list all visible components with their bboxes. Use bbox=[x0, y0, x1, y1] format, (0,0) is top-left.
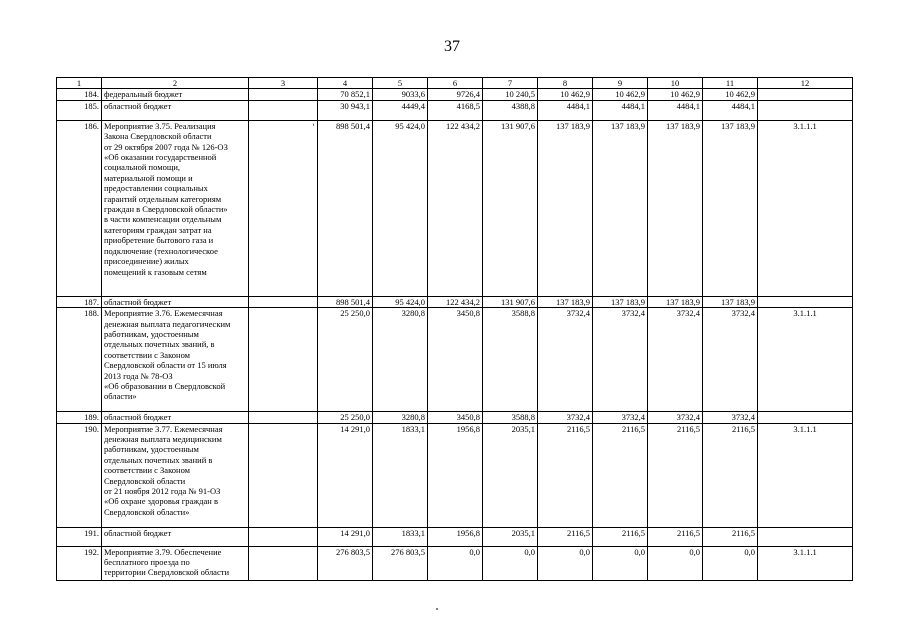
column-header: 6 bbox=[428, 78, 483, 89]
column-3-cell bbox=[249, 89, 318, 100]
value-cell: 898 501,4 bbox=[318, 120, 373, 296]
value-cell: 137 183,9 bbox=[593, 120, 648, 296]
header-row bbox=[57, 78, 853, 89]
description-line: соответствии с Законом bbox=[104, 465, 191, 476]
row-number: 191. bbox=[57, 527, 102, 546]
value-cell: 276 803,5 bbox=[318, 546, 373, 580]
table-row bbox=[57, 308, 853, 412]
reference-cell bbox=[758, 89, 853, 100]
description-line: Мероприятие 3.79. Обеспечение bbox=[104, 546, 222, 557]
value-cell: 3732,4 bbox=[648, 412, 703, 423]
table-row bbox=[57, 89, 853, 100]
description-line: материальной помощи и bbox=[104, 172, 193, 183]
value-cell: 898 501,4 bbox=[318, 296, 373, 307]
table-row bbox=[57, 423, 853, 527]
value-cell: 137 183,9 bbox=[703, 296, 758, 307]
description-line: Мероприятие 3.76. Ежемесячная bbox=[104, 308, 223, 319]
description-line: денежная выплата педагогическим bbox=[104, 318, 231, 329]
reference-cell bbox=[758, 527, 853, 546]
description-line: территории Свердловской области bbox=[104, 567, 229, 578]
value-cell: 2035,1 bbox=[483, 423, 538, 527]
table-row bbox=[57, 546, 853, 580]
description-line: «Об образовании в Свердловской bbox=[104, 381, 226, 392]
description-line: социальной помощи, bbox=[104, 162, 181, 173]
value-cell: 0,0 bbox=[428, 546, 483, 580]
row-description bbox=[102, 89, 249, 100]
row-number: 192. bbox=[57, 546, 102, 580]
description-line: бесплатного проезда по bbox=[104, 557, 190, 568]
description-line: областной бюджет bbox=[104, 296, 172, 307]
value-cell: 2116,5 bbox=[648, 423, 703, 527]
value-cell: 10 240,5 bbox=[483, 89, 538, 100]
value-cell: 2116,5 bbox=[538, 527, 593, 546]
value-cell: 3450,8 bbox=[428, 308, 483, 412]
description-line: «Об охране здоровья граждан в bbox=[104, 496, 218, 507]
value-cell: 0,0 bbox=[483, 546, 538, 580]
column-header: 3 bbox=[249, 78, 318, 89]
column-header: 2 bbox=[102, 78, 249, 89]
row-number: 187. bbox=[57, 296, 102, 307]
row-description bbox=[102, 412, 249, 423]
description-line: соответствии с Законом bbox=[104, 349, 191, 360]
row-description bbox=[102, 100, 249, 120]
description-line: присоединение) жилых bbox=[104, 256, 189, 267]
value-cell: 1956,8 bbox=[428, 527, 483, 546]
description-line: Свердловской области» bbox=[104, 506, 190, 517]
description-line: Свердловской области bbox=[104, 475, 186, 486]
description-line: отдельных почетных званий в bbox=[104, 454, 213, 465]
row-description bbox=[102, 423, 249, 527]
value-cell: 2116,5 bbox=[703, 423, 758, 527]
value-cell: 4484,1 bbox=[648, 100, 703, 120]
value-cell: 276 803,5 bbox=[373, 546, 428, 580]
value-cell: 2116,5 bbox=[703, 527, 758, 546]
description-line: в части компенсации отдельным bbox=[104, 214, 222, 225]
reference-cell: 3.1.1.1 bbox=[758, 546, 853, 580]
row-description bbox=[102, 120, 249, 296]
row-description bbox=[102, 527, 249, 546]
value-cell: 122 434,2 bbox=[428, 120, 483, 296]
column-header: 5 bbox=[373, 78, 428, 89]
value-cell: 3588,8 bbox=[483, 308, 538, 412]
row-description bbox=[102, 308, 249, 412]
column-3-cell bbox=[249, 546, 318, 580]
row-number: 189. bbox=[57, 412, 102, 423]
description-line: Закона Свердловской области bbox=[104, 131, 212, 142]
description-line: областной бюджет bbox=[104, 527, 172, 538]
value-cell: 10 462,9 bbox=[703, 89, 758, 100]
value-cell: 10 462,9 bbox=[648, 89, 703, 100]
value-cell: 9033,6 bbox=[373, 89, 428, 100]
value-cell: 2116,5 bbox=[538, 423, 593, 527]
value-cell: 137 183,9 bbox=[593, 296, 648, 307]
reference-cell: 3.1.1.1 bbox=[758, 308, 853, 412]
description-line: работникам, удостоенным bbox=[104, 329, 199, 340]
table-row bbox=[57, 100, 853, 120]
value-cell: 3588,8 bbox=[483, 412, 538, 423]
value-cell: 2116,5 bbox=[593, 423, 648, 527]
column-header: 11 bbox=[703, 78, 758, 89]
description-line: приобретение бытового газа и bbox=[104, 235, 214, 246]
value-cell: 9726,4 bbox=[428, 89, 483, 100]
row-number: 184. bbox=[57, 89, 102, 100]
value-cell: 4484,1 bbox=[538, 100, 593, 120]
description-line: денежная выплата медицинским bbox=[104, 434, 222, 445]
value-cell: 4484,1 bbox=[593, 100, 648, 120]
value-cell: 137 183,9 bbox=[538, 296, 593, 307]
column-3-cell bbox=[249, 296, 318, 307]
column-header: 9 bbox=[593, 78, 648, 89]
reference-cell: 3.1.1.1 bbox=[758, 423, 853, 527]
description-line: областной бюджет bbox=[104, 412, 172, 423]
column-3-cell bbox=[249, 423, 318, 527]
value-cell: 4388,8 bbox=[483, 100, 538, 120]
value-cell: 2116,5 bbox=[593, 527, 648, 546]
description-line: граждан в Свердловской области» bbox=[104, 204, 228, 215]
description-line: области» bbox=[104, 391, 137, 402]
value-cell: 3732,4 bbox=[703, 308, 758, 412]
value-cell: 0,0 bbox=[703, 546, 758, 580]
row-description bbox=[102, 296, 249, 307]
row-number: 190. bbox=[57, 423, 102, 527]
description-line: подключение (технологическое bbox=[104, 245, 218, 256]
reference-cell bbox=[758, 412, 853, 423]
value-cell: 0,0 bbox=[538, 546, 593, 580]
value-cell: 95 424,0 bbox=[373, 296, 428, 307]
value-cell: 4484,1 bbox=[703, 100, 758, 120]
column-header: 10 bbox=[648, 78, 703, 89]
description-line: областной бюджет bbox=[104, 100, 172, 111]
reference-cell bbox=[758, 296, 853, 307]
column-header: 12 bbox=[758, 78, 853, 89]
column-header: 8 bbox=[538, 78, 593, 89]
value-cell: 10 462,9 bbox=[593, 89, 648, 100]
column-3-cell bbox=[249, 527, 318, 546]
row-number: 185. bbox=[57, 100, 102, 120]
row-number: 186. bbox=[57, 120, 102, 296]
value-cell: 131 907,6 bbox=[483, 296, 538, 307]
row-number: 188. bbox=[57, 308, 102, 412]
value-cell: 0,0 bbox=[593, 546, 648, 580]
value-cell: 1956,8 bbox=[428, 423, 483, 527]
stray-dot bbox=[436, 608, 438, 610]
value-cell: 3732,4 bbox=[593, 412, 648, 423]
description-line: Мероприятие 3.77. Ежемесячная bbox=[104, 423, 223, 434]
value-cell: 2035,1 bbox=[483, 527, 538, 546]
value-cell: 4168,5 bbox=[428, 100, 483, 120]
value-cell: 131 907,6 bbox=[483, 120, 538, 296]
value-cell: 3732,4 bbox=[593, 308, 648, 412]
row-description bbox=[102, 546, 249, 580]
value-cell: 14 291,0 bbox=[318, 527, 373, 546]
value-cell: 137 183,9 bbox=[703, 120, 758, 296]
reference-cell: 3.1.1.1 bbox=[758, 120, 853, 296]
value-cell: 10 462,9 bbox=[538, 89, 593, 100]
value-cell: 2116,5 bbox=[648, 527, 703, 546]
value-cell: 3732,4 bbox=[538, 412, 593, 423]
value-cell: 3732,4 bbox=[648, 308, 703, 412]
value-cell: 1833,1 bbox=[373, 527, 428, 546]
value-cell: 3732,4 bbox=[538, 308, 593, 412]
value-cell: 25 250,0 bbox=[318, 412, 373, 423]
description-line: федеральный бюджет bbox=[104, 89, 183, 100]
description-line: отдельных почетных званий, в bbox=[104, 339, 215, 350]
table-row bbox=[57, 120, 853, 296]
column-header: 1 bbox=[57, 78, 102, 89]
description-line: Мероприятие 3.75. Реализация bbox=[104, 120, 216, 131]
column-3-cell bbox=[249, 100, 318, 120]
value-cell: 122 434,2 bbox=[428, 296, 483, 307]
column-header: 4 bbox=[318, 78, 373, 89]
value-cell: 137 183,9 bbox=[648, 296, 703, 307]
value-cell: 3280,8 bbox=[373, 412, 428, 423]
value-cell: 3450,8 bbox=[428, 412, 483, 423]
description-line: Свердловской области от 15 июля bbox=[104, 360, 227, 371]
value-cell: 1833,1 bbox=[373, 423, 428, 527]
column-3-cell: ‘ bbox=[249, 120, 318, 296]
table-row bbox=[57, 527, 853, 546]
value-cell: 3732,4 bbox=[703, 412, 758, 423]
value-cell: 25 250,0 bbox=[318, 308, 373, 412]
value-cell: 95 424,0 bbox=[373, 120, 428, 296]
column-3-cell bbox=[249, 308, 318, 412]
description-line: «Об оказании государственной bbox=[104, 152, 217, 163]
description-line: предоставлении социальных bbox=[104, 183, 208, 194]
description-line: работникам, удостоенным bbox=[104, 444, 199, 455]
value-cell: 3280,8 bbox=[373, 308, 428, 412]
value-cell: 4449,4 bbox=[373, 100, 428, 120]
value-cell: 14 291,0 bbox=[318, 423, 373, 527]
value-cell: 70 852,1 bbox=[318, 89, 373, 100]
value-cell: 137 183,9 bbox=[538, 120, 593, 296]
description-line: 2013 года № 78-ОЗ bbox=[104, 370, 173, 381]
value-cell: 0,0 bbox=[648, 546, 703, 580]
value-cell: 30 943,1 bbox=[318, 100, 373, 120]
description-line: гарантий отдельным категориям bbox=[104, 193, 222, 204]
page-number: 37 bbox=[444, 38, 460, 55]
column-header: 7 bbox=[483, 78, 538, 89]
value-cell: 137 183,9 bbox=[648, 120, 703, 296]
table-row bbox=[57, 296, 853, 307]
description-line: от 29 октября 2007 года № 126-ОЗ bbox=[104, 141, 228, 152]
budget-table bbox=[56, 77, 853, 581]
description-line: от 21 ноября 2012 года № 91-ОЗ bbox=[104, 486, 221, 497]
column-3-cell bbox=[249, 412, 318, 423]
reference-cell bbox=[758, 100, 853, 120]
description-line: помещений к газовым сетям bbox=[104, 266, 207, 277]
table-row bbox=[57, 412, 853, 423]
description-line: категориям граждан затрат на bbox=[104, 224, 212, 235]
